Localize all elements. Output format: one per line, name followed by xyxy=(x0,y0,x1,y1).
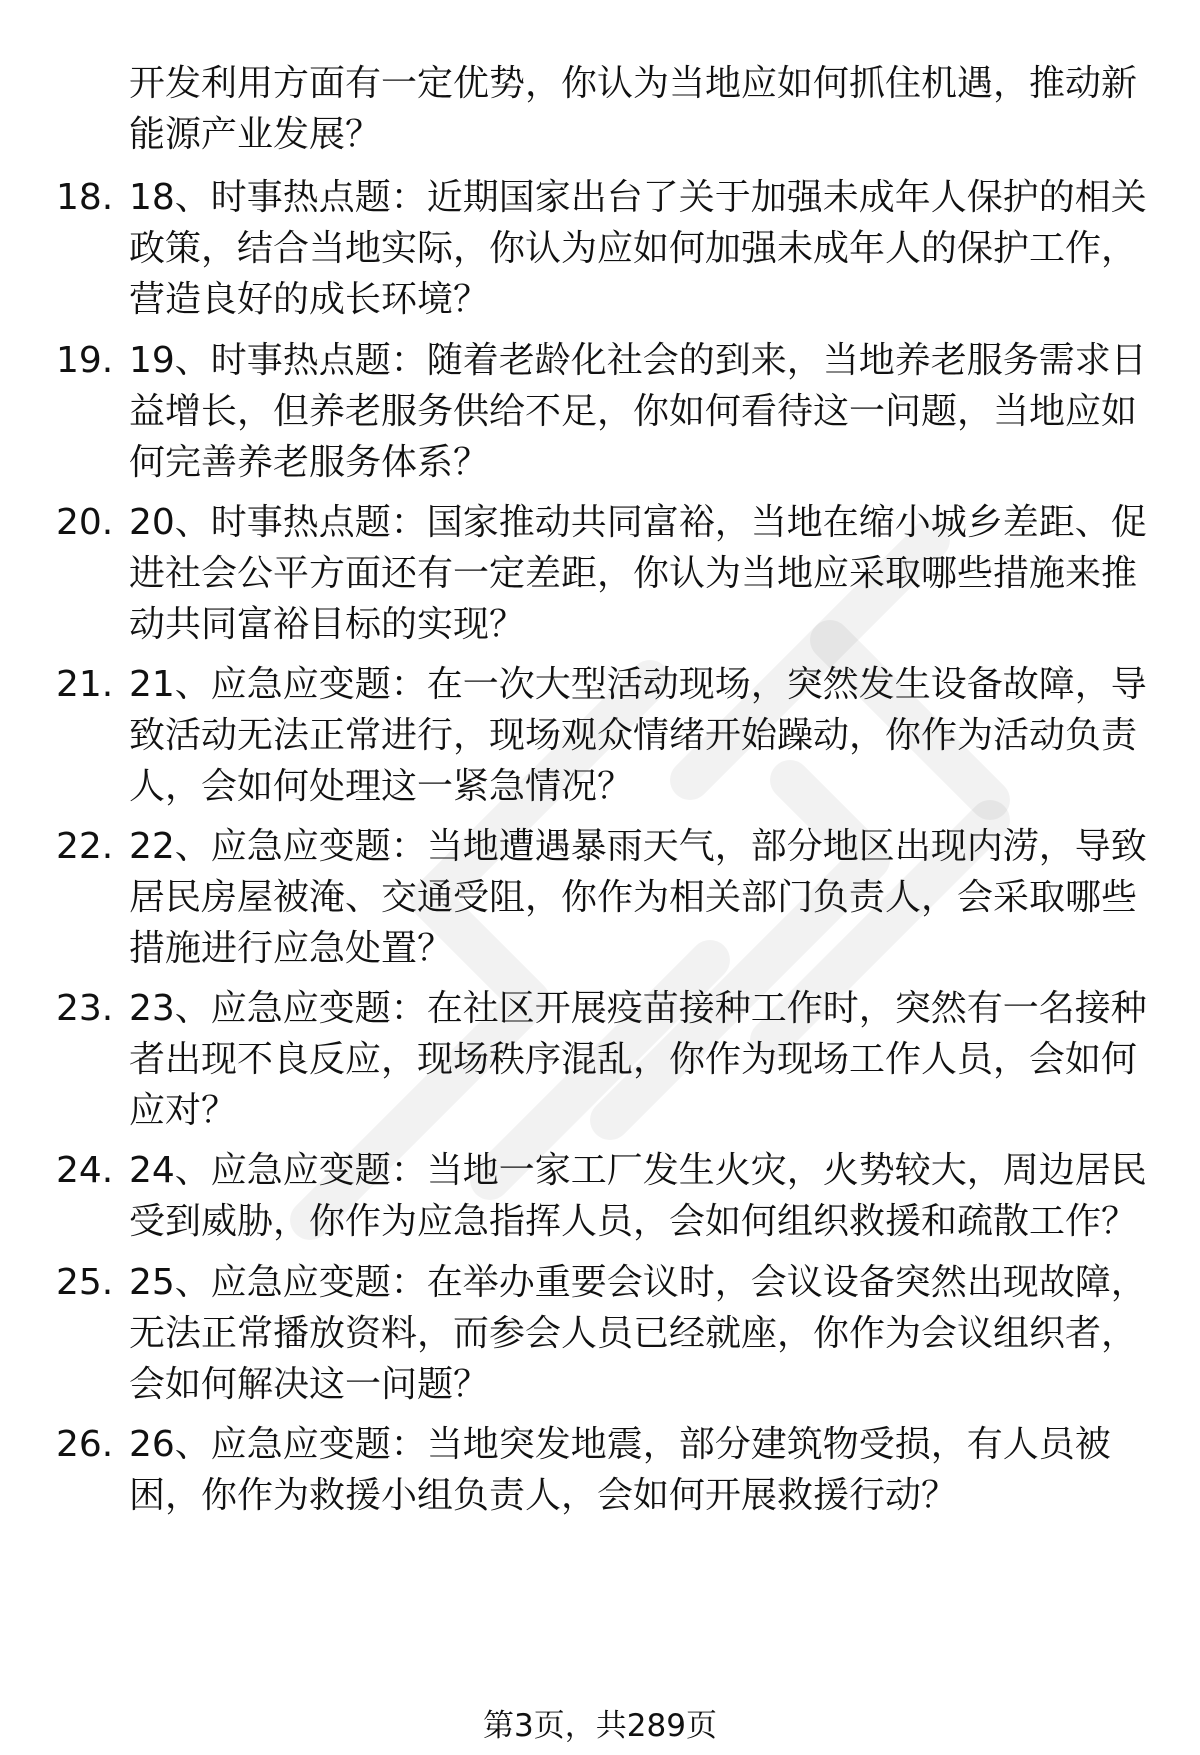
question-text: 25、应急应变题：在举办重要会议时，会议设备突然出现故障，无法正常播放资料，而参会人员已经就座，你作为会议组织者，会如何解决这一问题？ xyxy=(129,1262,1147,1405)
question-number: 22. xyxy=(56,826,114,867)
question-number: 20. xyxy=(56,502,114,543)
question-text: 23、应急应变题：在社区开展疫苗接种工作时，突然有一名接种者出现不良反应，现场秩序混乱，你作为现场工作人员，会如何应对？ xyxy=(129,988,1147,1131)
question-number: 23. xyxy=(56,988,114,1029)
question-number: 26. xyxy=(56,1424,114,1465)
question-text: 21、应急应变题：在一次大型活动现场，突然发生设备故障，导致活动无法正常进行，现场观众情绪开始躁动，你作为活动负责人，会如何处理这一紧急情况？ xyxy=(129,664,1147,807)
continuation-text: 开发利用方面有一定优势，你认为当地应如何抓住机遇，推动新能源产业发展？ xyxy=(129,63,1138,155)
question-number: 19. xyxy=(56,340,114,381)
question-number: 18. xyxy=(56,177,114,218)
question-text: 19、时事热点题：随着老龄化社会的到来，当地养老服务需求日益增长，但养老服务供给不足，你如何看待这一问题，当地应如何完善养老服务体系？ xyxy=(129,340,1147,483)
question-text: 22、应急应变题：当地遭遇暴雨天气，部分地区出现内涝，导致居民房屋被淹、交通受阻，你作为相关部门负责人，会采取哪些措施进行应急处置？ xyxy=(129,826,1147,969)
question-text: 20、时事热点题：国家推动共同富裕，当地在缩小城乡差距、促进社会公平方面还有一定差距，你认为当地应采取哪些措施来推动共同富裕目标的实现？ xyxy=(129,502,1147,645)
question-text: 24、应急应变题：当地一家工厂发生火灾，火势较大，周边居民受到威胁，你作为应急指挥人员，会如何组织救援和疏散工作？ xyxy=(129,1150,1147,1242)
question-number: 21. xyxy=(56,664,114,705)
question-text: 18、时事热点题：近期国家出台了关于加强未成年人保护的相关政策，结合当地实际，你认为应如何加强未成年人的保护工作，营造良好的成长环境？ xyxy=(129,177,1147,320)
question-number: 25. xyxy=(56,1262,114,1303)
question-text: 26、应急应变题：当地突发地震，部分建筑物受损，有人员被困，你作为救援小组负责人，会如何开展救援行动？ xyxy=(129,1424,1111,1516)
page-footer: 第3页，共289页 xyxy=(483,1708,717,1744)
question-number: 24. xyxy=(56,1150,114,1191)
